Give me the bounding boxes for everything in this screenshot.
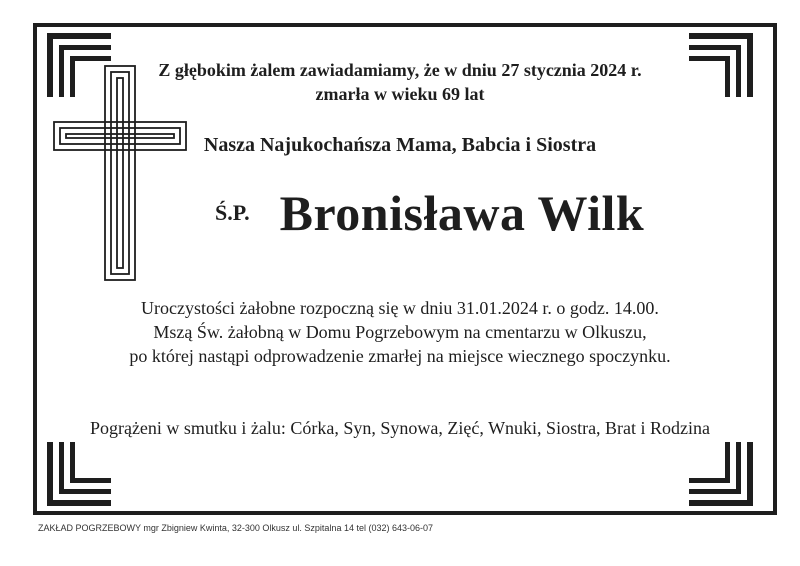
ceremony-info <box>0 296 800 368</box>
ceremony-line-1: Uroczystości żałobne rozpoczną się w dniu 31.01.2024 r. o godz. 14.00. <box>141 298 659 318</box>
relation-title: Nasza Najukochańsza Mama, Babcia i Siostra <box>203 134 597 156</box>
ceremony-line-3: po której nastąpi odprowadzenie zmarłej na miejsce wiecznego spoczynku. <box>129 346 671 366</box>
deceased-name-row <box>215 184 644 242</box>
announcement-line-1: Z głębokim żalem zawiadamiamy, że w dniu 27 stycznia 2024 r. <box>158 60 642 80</box>
funeral-home-footer: ZAKŁAD POGRZEBOWY mgr Zbigniew Kwinta, 32-300 Olkusz ul. Szpitalna 14 tel (032) 643-06-07 <box>38 523 434 533</box>
announcement-line-2: zmarła w wieku 69 lat <box>315 84 485 104</box>
deceased-name: Bronisława Wilk <box>279 185 645 241</box>
corner-ornament-bottom-left <box>47 442 111 506</box>
ceremony-line-2: Mszą Św. żałobną w Domu Pogrzebowym na cmentarzu w Olkuszu, <box>153 322 647 342</box>
deceased-prefix: Ś.P. <box>215 200 250 225</box>
announcement-text <box>0 58 800 106</box>
mourners-text: Pogrążeni w smutku i żalu: Córka, Syn, Synowa, Zięć, Wnuki, Siostra, Brat i Rodzina <box>89 418 711 438</box>
corner-ornament-bottom-right <box>689 442 753 506</box>
